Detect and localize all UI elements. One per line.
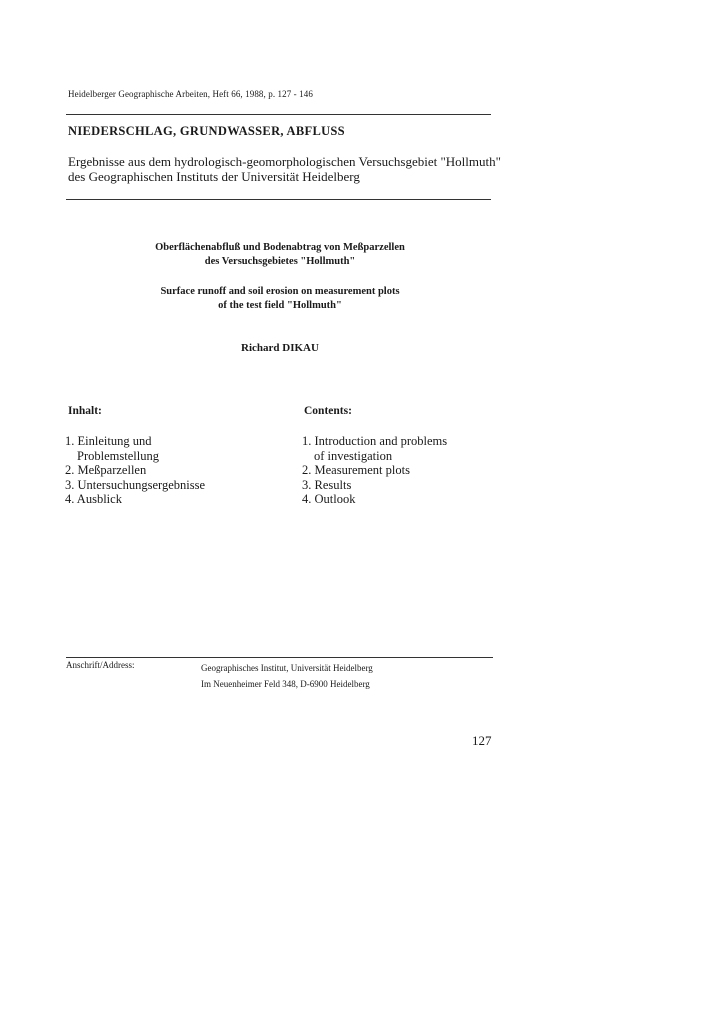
toc-line: 2. Meßparzellen — [65, 463, 147, 477]
article-title-german-line1: Oberflächenabfluß und Bodenabtrag von Meßparzellen — [155, 242, 405, 253]
article-title-english — [68, 285, 492, 313]
article-title-german-line2: des Versuchsgebietes "Hollmuth" — [204, 256, 356, 267]
page-number: 127 — [472, 733, 492, 748]
toc-line-continued: Problemstellung — [77, 448, 159, 463]
toc-line: 3. Results — [302, 477, 352, 492]
list-item — [302, 478, 447, 493]
article-title-english-line2: of the test field "Hollmuth" — [218, 300, 342, 311]
series-subtitle-line2: des Geographischen Instituts der Universität Heidelberg — [68, 169, 360, 184]
toc-line: 4. Ausblick — [65, 492, 122, 506]
list-item — [65, 463, 205, 478]
series-title: NIEDERSCHLAG, GRUNDWASSER, ABFLUSS — [68, 124, 345, 138]
header-rule — [66, 114, 491, 115]
list-item — [65, 434, 205, 463]
toc-line: 2. Measurement plots — [302, 463, 410, 477]
journal-citation: Heidelberger Geographische Arbeiten, Heft 66, 1988, p. 127 - 146 — [68, 89, 313, 99]
toc-line: 3. Untersuchungsergebnisse — [65, 477, 206, 492]
contents-de-heading: Inhalt: — [68, 405, 102, 417]
address-rule — [66, 657, 493, 658]
article-title-german — [68, 241, 492, 269]
toc-line: 1. Einleitung und — [65, 434, 152, 448]
contents-en-list — [302, 434, 447, 507]
contents-en-heading: Contents: — [304, 405, 352, 417]
series-rule — [66, 199, 491, 200]
address-line1: Geographisches Institut, Universität Heidelberg — [201, 663, 373, 673]
address-block — [201, 660, 373, 692]
list-item — [302, 492, 447, 507]
toc-line: 4. Outlook — [302, 492, 356, 506]
list-item — [65, 478, 205, 493]
toc-line-continued: of investigation — [314, 448, 393, 463]
list-item — [302, 463, 447, 478]
contents-de-list — [65, 434, 205, 507]
series-subtitle — [68, 154, 508, 184]
article-title-english-line1: Surface runoff and soil erosion on measurement plots — [160, 286, 400, 297]
list-item — [302, 434, 447, 463]
author: Richard DIKAU — [241, 342, 319, 354]
list-item — [65, 492, 205, 507]
address-label: Anschrift/Address: — [66, 660, 135, 670]
address-line2: Im Neuenheimer Feld 348, D-6900 Heidelberg — [201, 679, 370, 689]
toc-line: 1. Introduction and problems — [302, 434, 448, 448]
series-subtitle-line1: Ergebnisse aus dem hydrologisch-geomorphologischen Versuchsgebiet "Hollmuth" — [68, 154, 501, 169]
